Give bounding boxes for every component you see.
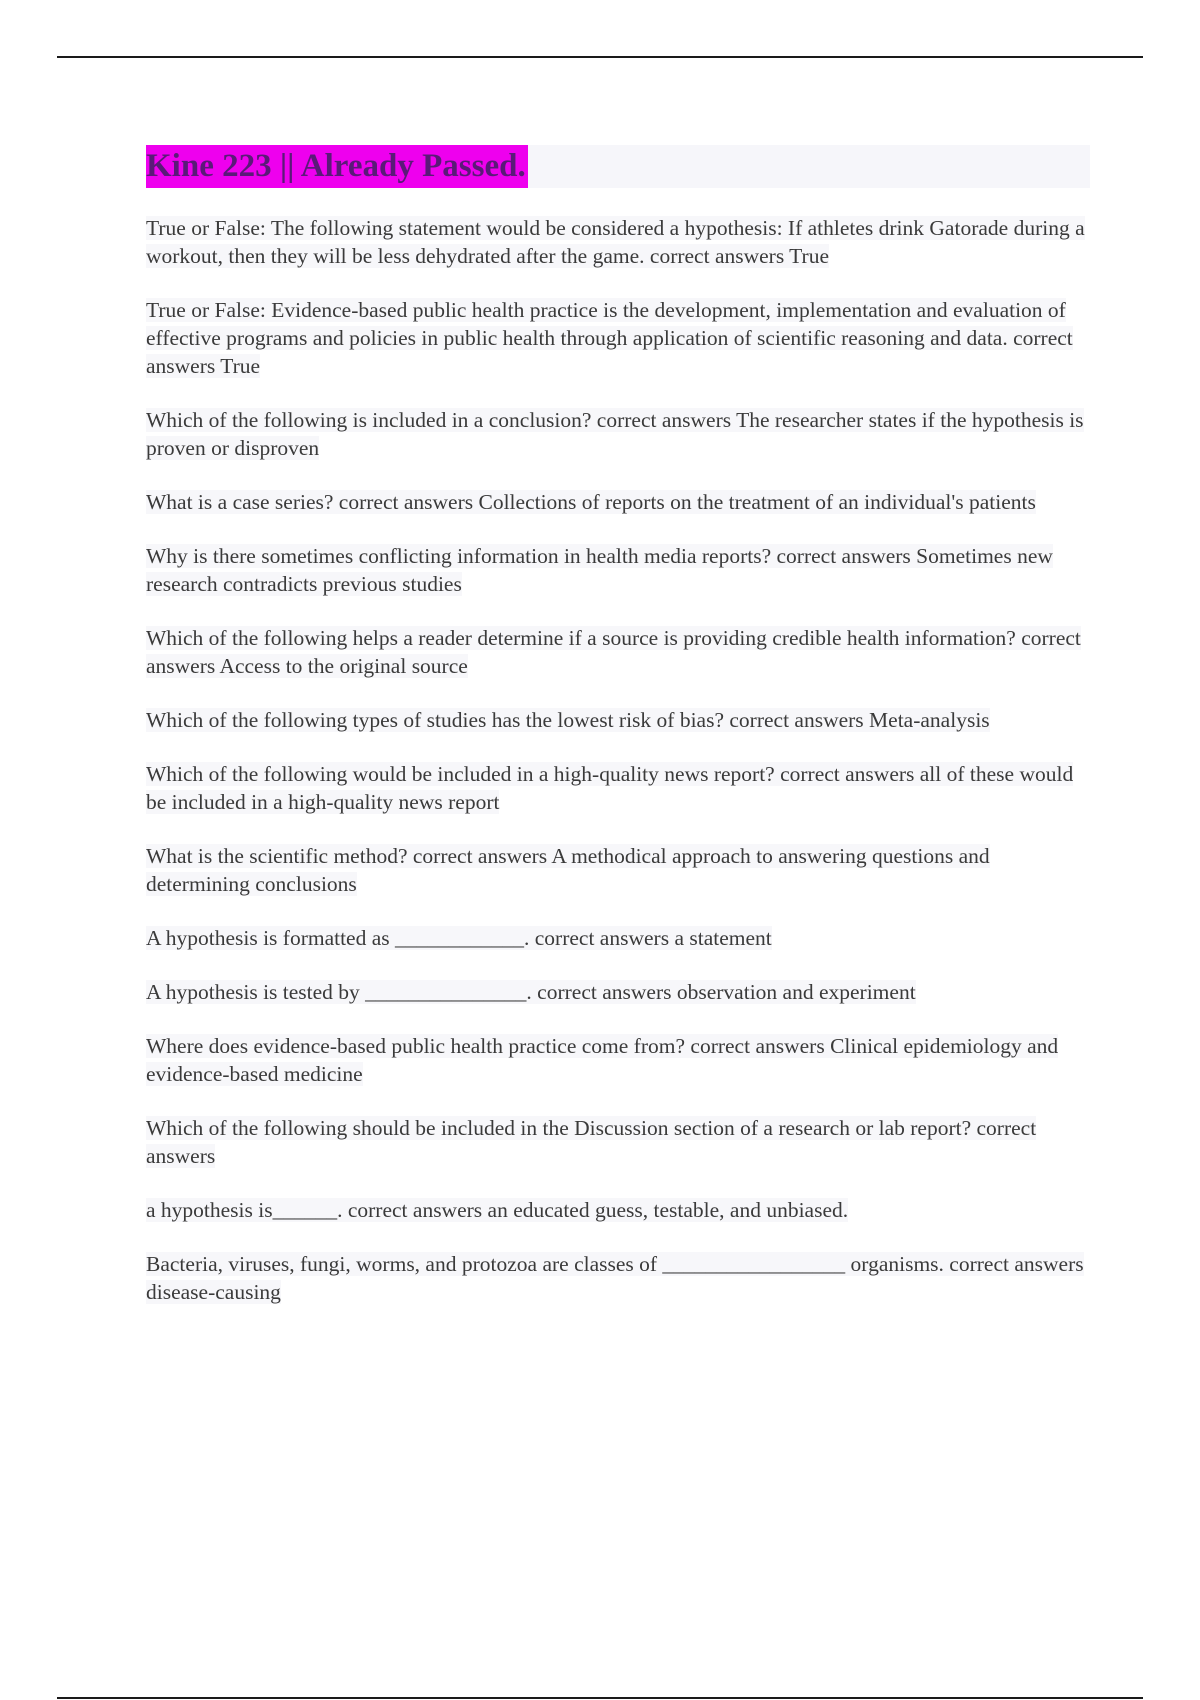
qa-item — [146, 1196, 1090, 1224]
qa-text: True or False: Evidence-based public health practice is the development, implementation and evaluation of effective programs and policies in public health through application of scientific reasoning and data. correct answers True — [146, 298, 1073, 378]
bottom-rule — [57, 1697, 1143, 1699]
title-bar — [146, 145, 1090, 188]
qa-item — [146, 214, 1090, 270]
qa-item — [146, 760, 1090, 816]
qa-text: Which of the following should be included in the Discussion section of a research or lab report? correct answers — [146, 1116, 1037, 1168]
qa-text: Which of the following helps a reader determine if a source is providing credible health information? correct answers Access to the original source — [146, 626, 1081, 678]
qa-item — [146, 978, 1090, 1006]
qa-text: Where does evidence-based public health practice come from? correct answers Clinical epidemiology and evidence-based medicine — [146, 1034, 1059, 1086]
document-title: Kine 223 || Already Passed. — [146, 145, 528, 188]
qa-item — [146, 1250, 1090, 1306]
qa-text: a hypothesis is______. correct answers an educated guess, testable, and unbiased. — [146, 1198, 849, 1222]
qa-text: True or False: The following statement would be considered a hypothesis: If athletes drink Gatorade during a workout, then they will be less dehydrated after the game. correct answers True — [146, 216, 1085, 268]
qa-item — [146, 706, 1090, 734]
qa-item — [146, 296, 1090, 380]
qa-item — [146, 542, 1090, 598]
qa-item — [146, 624, 1090, 680]
qa-text: A hypothesis is formatted as ____________. correct answers a statement — [146, 926, 772, 950]
top-rule — [57, 56, 1143, 58]
qa-text: Which of the following types of studies has the lowest risk of bias? correct answers Meta-analysis — [146, 708, 990, 732]
qa-item — [146, 488, 1090, 516]
qa-text: Which of the following is included in a conclusion? correct answers The researcher states if the hypothesis is proven or disproven — [146, 408, 1084, 460]
document-body — [146, 145, 1090, 1306]
qa-item — [146, 1032, 1090, 1088]
qa-item — [146, 924, 1090, 952]
qa-text: Why is there sometimes conflicting information in health media reports? correct answers Sometimes new research contradicts previous studies — [146, 544, 1053, 596]
qa-item — [146, 1114, 1090, 1170]
qa-text: What is the scientific method? correct answers A methodical approach to answering questions and determining conclusions — [146, 844, 990, 896]
qa-item — [146, 406, 1090, 462]
qa-item — [146, 842, 1090, 898]
qa-text: A hypothesis is tested by _______________. correct answers observation and experiment — [146, 980, 916, 1004]
qa-text: What is a case series? correct answers Collections of reports on the treatment of an individual's patients — [146, 490, 1036, 514]
qa-text: Bacteria, viruses, fungi, worms, and protozoa are classes of _________________ organisms. correct answers disease-causing — [146, 1252, 1084, 1304]
qa-text: Which of the following would be included in a high-quality news report? correct answers all of these would be included in a high-quality news report — [146, 762, 1074, 814]
